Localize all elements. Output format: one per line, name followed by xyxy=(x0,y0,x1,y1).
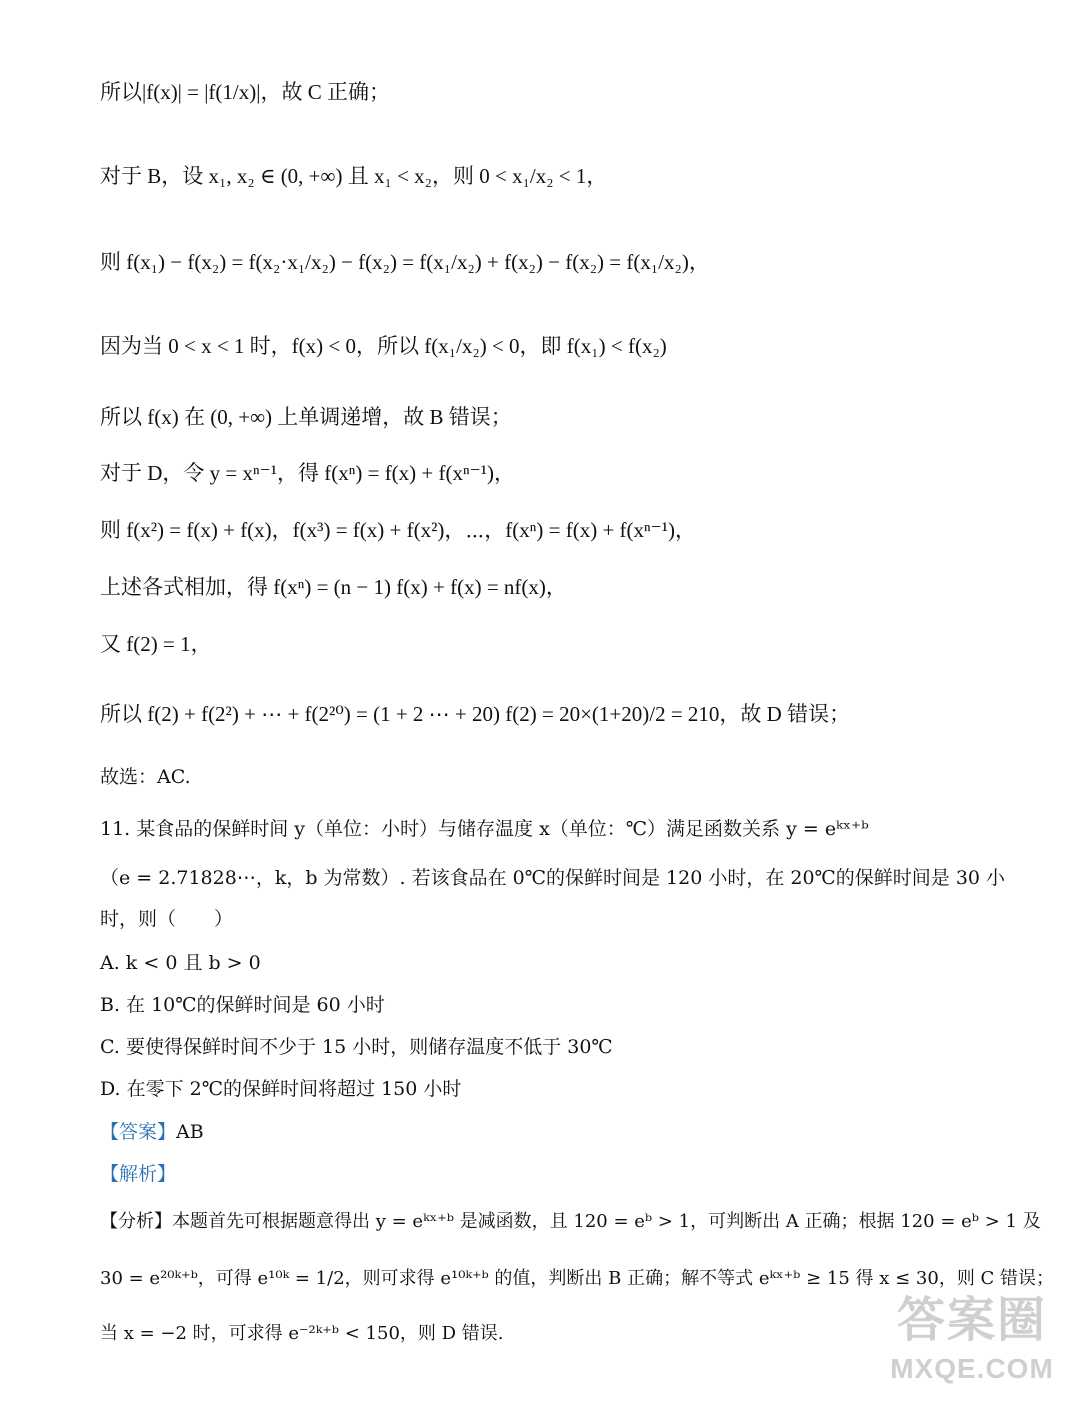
analysis-line: 【分析】本题首先可根据题意得出 y = eᵏˣ⁺ᵇ 是减函数，且 120 = eᵇ > 1，可判断出 A 正确；根据 120 = eᵇ > 1 及 xyxy=(100,1211,1041,1232)
option-a: A. k < 0 且 b > 0 xyxy=(100,952,261,974)
analysis-label: 【解析】 xyxy=(100,1163,177,1185)
text-line: 所以 f(2) + f(2²) + ⋯ + f(2²⁰) = (1 + 2 ⋯ + 20) f(2) = 20×(1+20)/2 = 210，故 D 错误； xyxy=(100,702,851,726)
text-line: 所以|f(x)| = |f(1/x)|，故 C 正确； xyxy=(100,80,390,104)
answer-line xyxy=(100,1118,1020,1146)
text-line: 上述各式相加，得 f(xⁿ) = (n − 1) f(x) + f(x) = nf(x)， xyxy=(100,575,567,599)
option-d: D. 在零下 2℃的保鲜时间将超过 150 小时 xyxy=(100,1078,462,1100)
text-line: 则 f(x₁) − f(x₂) = f(x₂·x₁/x₂) − f(x₂) = f(x₁/x₂) + f(x₂) − f(x₂) = f(x₁/x₂)， xyxy=(100,250,710,274)
text-line: 又 f(2) = 1， xyxy=(100,632,212,656)
question-stem: 时，则（ ） xyxy=(100,908,234,930)
answer-value: AB xyxy=(176,1121,204,1143)
option-b: B. 在 10℃的保鲜时间是 60 小时 xyxy=(100,994,385,1016)
text-line: 所以 f(x) 在 (0, +∞) 上单调递增，故 B 错误； xyxy=(100,405,512,429)
text-line: 对于 B，设 x₁, x₂ ∈ (0, +∞) 且 x₁ < x₂，则 0 < x₁/x₂ < 1， xyxy=(100,164,608,188)
question-stem: 11. 某食品的保鲜时间 y（单位：小时）与储存温度 x（单位：℃）满足函数关系 y = eᵏˣ⁺ᵇ xyxy=(100,818,869,840)
analysis-line: 当 x = −2 时，可求得 e⁻²ᵏ⁺ᵇ < 150，则 D 错误. xyxy=(100,1323,504,1344)
watermark-url: MXQE.COM xyxy=(890,1353,1054,1384)
text-line: 对于 D，令 y = xⁿ⁻¹，得 f(xⁿ) = f(x) + f(xⁿ⁻¹)， xyxy=(100,461,515,485)
watermark-logo xyxy=(882,1293,1062,1403)
question-stem: （e = 2.71828⋯，k，b 为常数）. 若该食品在 0℃的保鲜时间是 120 小时，在 20℃的保鲜时间是 30 小 xyxy=(100,867,1006,889)
text-line: 因为当 0 < x < 1 时，f(x) < 0，所以 f(x₁/x₂) < 0，即 f(x₁) < f(x₂) xyxy=(100,334,667,358)
watermark-logo-text: 答案圈 xyxy=(896,1294,1047,1347)
option-c: C. 要使得保鲜时间不少于 15 小时，则储存温度不低于 30℃ xyxy=(100,1036,613,1058)
analysis-line: 30 = e²⁰ᵏ⁺ᵇ，可得 e¹⁰ᵏ = 1/2，则可求得 e¹⁰ᵏ⁺ᵇ 的值，判断出 B 正确；解不等式 eᵏˣ⁺ᵇ ≥ 15 得 x ≤ 30，则 C 错误； xyxy=(100,1268,1055,1289)
text-line: 则 f(x²) = f(x) + f(x)，f(x³) = f(x) + f(x²)，⋯，f(xⁿ) = f(x) + f(xⁿ⁻¹)， xyxy=(100,518,697,542)
answer-label: 【答案】 xyxy=(100,1121,177,1143)
text-line: 故选：AC. xyxy=(100,766,191,788)
